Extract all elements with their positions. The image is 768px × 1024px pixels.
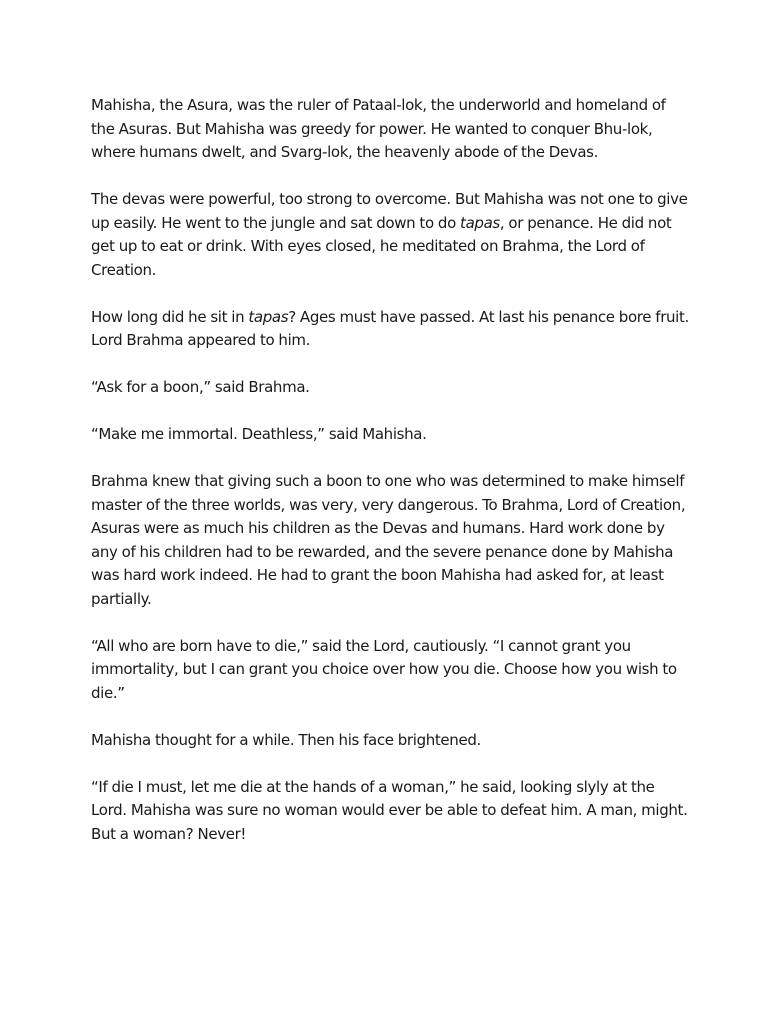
paragraph-6: Brahma knew that giving such a boon to one who was determined to make himself master of the three worlds, was very, very dangerous. To Brahma, Lord of Creation, Asuras were as much his children as the Devas and humans. Hard work done by any of his children had to be rewarded, and the severe penance done by Mahisha was hard work indeed. He had to grant the boon Mahisha had asked for, at least partially. [91, 472, 686, 608]
italic-term-tapas: tapas [248, 307, 289, 326]
paragraph-2-text-start: The devas were powerful, too strong to overcome. But Mahisha was not one to give up easily. He went to the jungle and sat down to do [91, 190, 688, 232]
paragraph-8: Mahisha thought for a while. Then his face brightened. [91, 730, 481, 749]
paragraph-4: “Ask for a boon,” said Brahma. [91, 378, 310, 396]
paragraph-9: “If die I must, let me die at the hands of a woman,” he said, looking slyly at the Lord. Mahisha was sure no woman would ever be able to defeat him. A man, might. But a woman? Never! [91, 777, 688, 843]
paragraph-2 [91, 188, 691, 282]
paragraph-2-text-end: , or penance. He did not get up to eat or drink. With eyes closed, he meditated on Brahma, the Lord of Creation. [91, 213, 672, 279]
document-page [91, 94, 691, 870]
paragraph-3-text-end: ? Ages must have passed. At last his penance bore fruit. Lord Brahma appeared to him. [91, 307, 689, 349]
paragraph-3 [91, 306, 691, 353]
paragraph-7: “All who are born have to die,” said the Lord, cautiously. “I cannot grant you immortality, but I can grant you choice over how you die. Choose how you wish to die.” [91, 636, 677, 702]
paragraph-1: Mahisha, the Asura, was the ruler of Pataal-lok, the underworld and homeland of the Asuras. But Mahisha was greedy for power. He wanted to conquer Bhu-lok, where humans dwelt, and Svarg-lok, the heavenly abode of the Devas. [91, 96, 666, 161]
paragraph-3-text-start: How long did he sit in [91, 307, 249, 326]
paragraph-5: “Make me immortal. Deathless,” said Mahisha. [91, 425, 427, 443]
italic-term-tapas: tapas [460, 213, 500, 232]
